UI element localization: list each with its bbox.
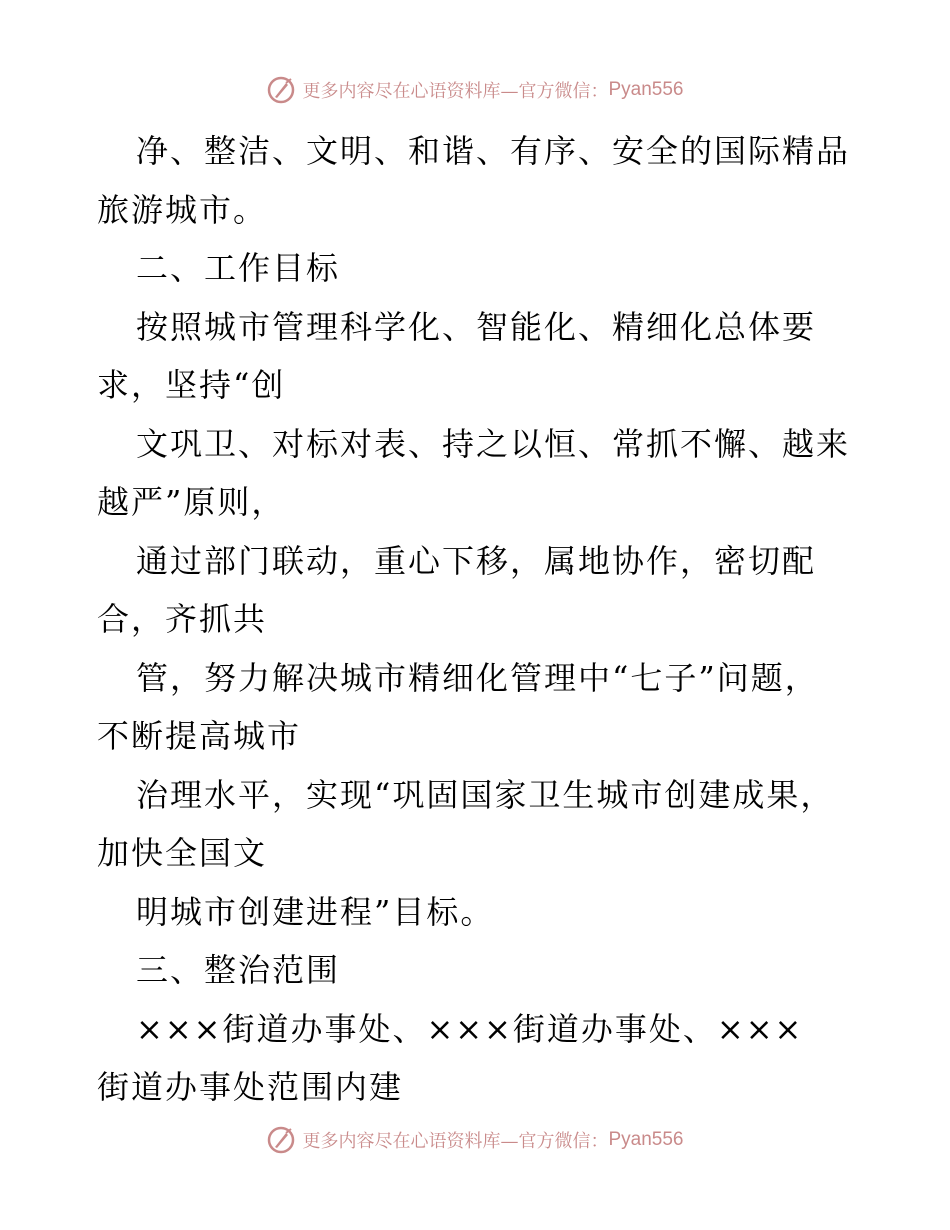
text-line: 通过部门联动，重心下移，属地协作，密切配 xyxy=(136,541,817,580)
text-line: 治理水平，实现“巩固国家卫生城市创建成果， xyxy=(136,775,835,814)
text-line: 街道办事处范围内建 xyxy=(97,1068,404,1106)
text-line: 求，坚持“创 xyxy=(97,366,286,404)
text-line: 越严”原则， xyxy=(97,483,286,521)
quill-pen-circle-icon xyxy=(266,1125,296,1155)
text-line: 加快全国文 xyxy=(97,834,268,872)
quill-pen-circle-icon xyxy=(266,75,296,105)
text-line: 文巩卫、对标对表、持之以恒、常抓不懈、越来 xyxy=(136,424,851,463)
watermark-text: 更多内容尽在心语资料库—官方微信： xyxy=(302,1131,609,1152)
text-line: 按照城市管理科学化、智能化、精细化总体要 xyxy=(136,307,817,346)
text-line: ×××街道办事处、×××街道办事处、××× xyxy=(136,1009,804,1048)
text-line: 旅游城市。 xyxy=(97,190,268,229)
text-line: 不断提高城市 xyxy=(97,717,302,755)
footer-watermark xyxy=(0,1120,950,1160)
text-line: 明城市创建进程”目标。 xyxy=(136,892,495,931)
text-line: 净、整洁、文明、和谐、有序、安全的国际精品 xyxy=(136,132,851,170)
document-body xyxy=(97,122,857,1117)
text-line: 管，努力解决城市精细化管理中“七子”问题， xyxy=(136,658,819,697)
watermark-wechat-id: Pyan556 xyxy=(608,1129,684,1150)
section-heading: 二、工作目标 xyxy=(136,249,341,287)
section-heading: 三、整治范围 xyxy=(136,951,341,989)
watermark-text: 更多内容尽在心语资料库—官方微信： xyxy=(302,81,609,102)
watermark-wechat-id: Pyan556 xyxy=(608,79,684,100)
text-line: 合，齐抓共 xyxy=(97,600,268,638)
header-watermark xyxy=(0,70,950,110)
